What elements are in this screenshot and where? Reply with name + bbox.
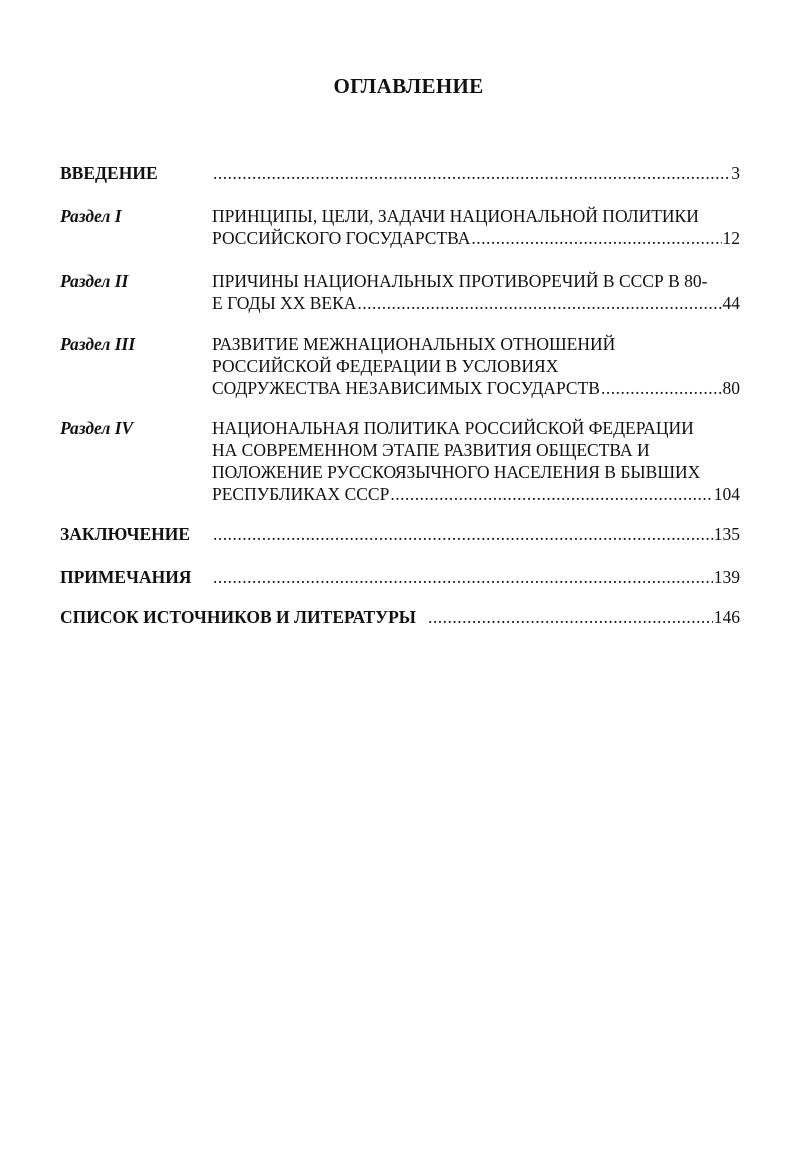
toc-page-number: 3 bbox=[731, 163, 740, 183]
toc-section-title-line: СОДРУЖЕСТВА НЕЗАВИСИМЫХ ГОСУДАРСТВ bbox=[212, 378, 600, 398]
toc-section-title-line: ПРИНЦИПЫ, ЦЕЛИ, ЗАДАЧИ НАЦИОНАЛЬНОЙ ПОЛИТИКИ bbox=[212, 206, 699, 226]
toc-section-label: Раздел III bbox=[60, 334, 136, 354]
dot-leader bbox=[213, 566, 713, 588]
dot-leader bbox=[357, 292, 721, 314]
toc-section-label: Раздел IV bbox=[60, 418, 134, 438]
toc-entry-label: ВВЕДЕНИЕ bbox=[60, 163, 158, 183]
toc-section-title-line: ПРИЧИНЫ НАЦИОНАЛЬНЫХ ПРОТИВОРЕЧИЙ В СССР В 80- bbox=[212, 271, 708, 291]
toc-page-number: 139 bbox=[713, 567, 740, 587]
dot-leader bbox=[390, 483, 712, 505]
dot-leader bbox=[428, 606, 713, 628]
toc-section-title-line: РЕСПУБЛИКАХ СССР bbox=[212, 484, 390, 504]
toc-section-title-line: РОССИЙСКОЙ ФЕДЕРАЦИИ В УСЛОВИЯХ bbox=[212, 356, 559, 376]
toc-page-number: 135 bbox=[713, 524, 740, 544]
toc-page-number: 80 bbox=[722, 378, 740, 398]
dot-leader bbox=[601, 377, 722, 399]
toc-section-title-line: ПОЛОЖЕНИЕ РУССКОЯЗЫЧНОГО НАСЕЛЕНИЯ В БЫВШИХ bbox=[212, 462, 701, 482]
toc-section-label: Раздел I bbox=[60, 206, 122, 226]
toc-section-title-line: НАЦИОНАЛЬНАЯ ПОЛИТИКА РОССИЙСКОЙ ФЕДЕРАЦИИ bbox=[212, 418, 694, 438]
dot-leader bbox=[213, 162, 730, 184]
toc-entry-label: ПРИМЕЧАНИЯ bbox=[60, 567, 192, 587]
toc-page-number: 12 bbox=[722, 228, 740, 248]
page-title: ОГЛАВЛЕНИЕ bbox=[333, 74, 484, 98]
toc-entry-label: ЗАКЛЮЧЕНИЕ bbox=[60, 524, 191, 544]
toc-entry-sources bbox=[60, 606, 740, 628]
toc-section-label: Раздел II bbox=[60, 271, 129, 291]
toc-entry-label: СПИСОК ИСТОЧНИКОВ И ЛИТЕРАТУРЫ bbox=[60, 607, 416, 627]
toc-section-title-line: РАЗВИТИЕ МЕЖНАЦИОНАЛЬНЫХ ОТНОШЕНИЙ bbox=[212, 334, 616, 354]
dot-leader bbox=[471, 227, 721, 249]
dot-leader bbox=[213, 523, 713, 545]
toc-page-number: 146 bbox=[713, 607, 740, 627]
toc-page-number: 44 bbox=[722, 293, 740, 313]
toc-section-title-line: НА СОВРЕМЕННОМ ЭТАПЕ РАЗВИТИЯ ОБЩЕСТВА И bbox=[212, 440, 650, 460]
toc-section-title-line: РОССИЙСКОГО ГОСУДАРСТВА bbox=[212, 228, 471, 248]
toc-section-title-line: Е ГОДЫ XX ВЕКА bbox=[212, 293, 357, 313]
toc-page-number: 104 bbox=[713, 484, 740, 504]
